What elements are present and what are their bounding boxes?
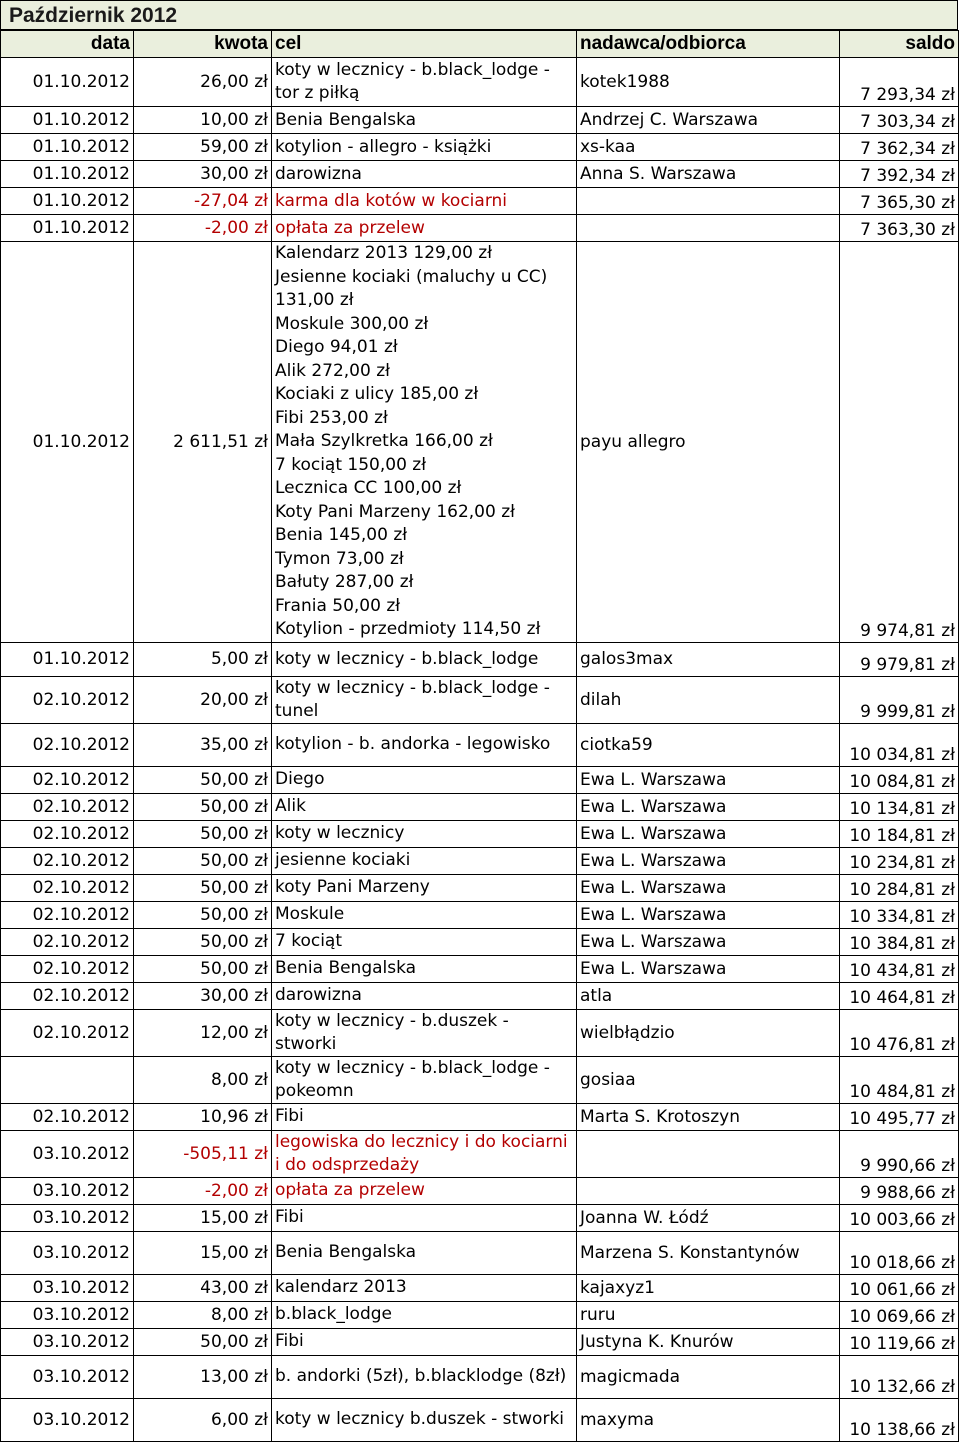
- balance-cell: 10 003,66 zł: [840, 1204, 959, 1231]
- table-row: [1, 1231, 959, 1274]
- amount-cell: 50,00 zł: [134, 928, 272, 955]
- amount-cell: 20,00 zł: [134, 676, 272, 723]
- purpose-cell: koty w lecznicy: [272, 820, 577, 847]
- party-cell: [577, 1177, 840, 1204]
- table-row: [1, 793, 959, 820]
- balance-cell: 10 132,66 zł: [840, 1355, 959, 1398]
- table-row: [1, 928, 959, 955]
- balance-cell: 10 034,81 zł: [840, 723, 959, 766]
- table-row: [1, 1398, 959, 1441]
- table-row: [1, 1056, 959, 1103]
- amount-cell: 10,96 zł: [134, 1103, 272, 1130]
- balance-cell: 10 464,81 zł: [840, 982, 959, 1009]
- purpose-cell: koty w lecznicy - b.black_lodge - tunel: [272, 676, 577, 723]
- purpose-cell: b.black_lodge: [272, 1301, 577, 1328]
- party-cell: Ewa L. Warszawa: [577, 793, 840, 820]
- table-row: [1, 107, 959, 134]
- purpose-cell: 7 kociąt: [272, 928, 577, 955]
- balance-cell: 9 979,81 zł: [840, 642, 959, 676]
- purpose-cell: jesienne kociaki: [272, 847, 577, 874]
- date-cell: 01.10.2012: [1, 215, 134, 242]
- purpose-cell: Benia Bengalska: [272, 107, 577, 134]
- party-cell: Ewa L. Warszawa: [577, 820, 840, 847]
- amount-cell: 50,00 zł: [134, 874, 272, 901]
- date-cell: 01.10.2012: [1, 188, 134, 215]
- table-row: [1, 215, 959, 242]
- amount-cell: 50,00 zł: [134, 847, 272, 874]
- party-cell: Justyna K. Knurów: [577, 1328, 840, 1355]
- amount-cell: 30,00 zł: [134, 982, 272, 1009]
- amount-cell: 50,00 zł: [134, 766, 272, 793]
- table-row: [1, 1009, 959, 1056]
- date-cell: 02.10.2012: [1, 928, 134, 955]
- table-row: [1, 955, 959, 982]
- amount-cell: 50,00 zł: [134, 955, 272, 982]
- amount-cell: 5,00 zł: [134, 642, 272, 676]
- amount-cell: 13,00 zł: [134, 1355, 272, 1398]
- date-cell: 01.10.2012: [1, 134, 134, 161]
- party-cell: Marta S. Krotoszyn: [577, 1103, 840, 1130]
- date-cell: 02.10.2012: [1, 874, 134, 901]
- date-cell: [1, 1056, 134, 1103]
- date-cell: 02.10.2012: [1, 766, 134, 793]
- table-body: [1, 58, 959, 1442]
- table-row: [1, 676, 959, 723]
- date-cell: 03.10.2012: [1, 1355, 134, 1398]
- party-cell: maxyma: [577, 1398, 840, 1441]
- purpose-cell: koty w lecznicy - b.black_lodge - tor z piłką: [272, 58, 577, 107]
- amount-cell: 6,00 zł: [134, 1398, 272, 1441]
- balance-cell: 10 084,81 zł: [840, 766, 959, 793]
- table-row: [1, 188, 959, 215]
- purpose-cell: opłata za przelew: [272, 215, 577, 242]
- party-cell: Ewa L. Warszawa: [577, 874, 840, 901]
- table-row: [1, 134, 959, 161]
- purpose-cell: darowizna: [272, 982, 577, 1009]
- balance-cell: 10 334,81 zł: [840, 901, 959, 928]
- party-cell: payu allegro: [577, 242, 840, 643]
- purpose-cell: opłata za przelew: [272, 1177, 577, 1204]
- table-row: [1, 847, 959, 874]
- table-row: [1, 1328, 959, 1355]
- table-row: [1, 723, 959, 766]
- date-cell: 03.10.2012: [1, 1328, 134, 1355]
- balance-cell: 7 363,30 zł: [840, 215, 959, 242]
- party-cell: wielbłądzio: [577, 1009, 840, 1056]
- table-row: [1, 1204, 959, 1231]
- balance-cell: 10 018,66 zł: [840, 1231, 959, 1274]
- balance-cell: 7 293,34 zł: [840, 58, 959, 107]
- date-cell: 02.10.2012: [1, 793, 134, 820]
- table-row: [1, 1103, 959, 1130]
- party-cell: galos3max: [577, 642, 840, 676]
- table-row: [1, 766, 959, 793]
- balance-cell: 10 184,81 zł: [840, 820, 959, 847]
- purpose-cell: koty w lecznicy - b.duszek - stworki: [272, 1009, 577, 1056]
- party-cell: xs-kaa: [577, 134, 840, 161]
- amount-cell: -27,04 zł: [134, 188, 272, 215]
- party-cell: Joanna W. Łódź: [577, 1204, 840, 1231]
- amount-cell: 50,00 zł: [134, 901, 272, 928]
- balance-cell: 10 119,66 zł: [840, 1328, 959, 1355]
- purpose-cell: Kalendarz 2013 129,00 zł Jesienne kociaki (maluchy u CC) 131,00 zł Moskule 300,00 zł Diego 94,01 zł Alik 272,00 zł Kociaki z ulicy 185,00 zł Fibi 253,00 zł Mała Szylkretka 166,00 zł 7 kociąt 150,00 zł Lecznica CC 100,00 zł Koty Pani Marzeny 162,00 zł Benia 145,00 zł Tymon 73,00 zł Bałuty 287,00 zł Frania 50,00 zł Kotylion - przedmioty 114,50 zł: [272, 242, 577, 643]
- header-balance: saldo: [840, 31, 959, 58]
- balance-cell: 10 484,81 zł: [840, 1056, 959, 1103]
- balance-cell: 10 138,66 zł: [840, 1398, 959, 1441]
- table-row: [1, 874, 959, 901]
- date-cell: 02.10.2012: [1, 901, 134, 928]
- table-row: [1, 1301, 959, 1328]
- party-cell: magicmada: [577, 1355, 840, 1398]
- table-row: [1, 820, 959, 847]
- balance-cell: 7 362,34 zł: [840, 134, 959, 161]
- balance-cell: 9 988,66 zł: [840, 1177, 959, 1204]
- amount-cell: 50,00 zł: [134, 1328, 272, 1355]
- purpose-cell: Fibi: [272, 1204, 577, 1231]
- table-row: [1, 901, 959, 928]
- date-cell: 01.10.2012: [1, 161, 134, 188]
- party-cell: Ewa L. Warszawa: [577, 847, 840, 874]
- balance-cell: 10 476,81 zł: [840, 1009, 959, 1056]
- party-cell: Ewa L. Warszawa: [577, 955, 840, 982]
- balance-cell: 9 990,66 zł: [840, 1130, 959, 1177]
- amount-cell: 8,00 zł: [134, 1301, 272, 1328]
- purpose-cell: koty w lecznicy - b.black_lodge - pokeomn: [272, 1056, 577, 1103]
- purpose-cell: b. andorki (5zł), b.blacklodge (8zł): [272, 1355, 577, 1398]
- purpose-cell: kotylion - b. andorka - legowisko: [272, 723, 577, 766]
- balance-cell: 10 495,77 zł: [840, 1103, 959, 1130]
- header-amount: kwota: [134, 31, 272, 58]
- balance-cell: 10 069,66 zł: [840, 1301, 959, 1328]
- amount-cell: 35,00 zł: [134, 723, 272, 766]
- header-row: [1, 31, 959, 58]
- purpose-cell: kalendarz 2013: [272, 1274, 577, 1301]
- balance-cell: 7 303,34 zł: [840, 107, 959, 134]
- amount-cell: 43,00 zł: [134, 1274, 272, 1301]
- amount-cell: 12,00 zł: [134, 1009, 272, 1056]
- party-cell: [577, 215, 840, 242]
- amount-cell: 15,00 zł: [134, 1231, 272, 1274]
- balance-cell: 10 384,81 zł: [840, 928, 959, 955]
- table-row: [1, 982, 959, 1009]
- purpose-cell: Alik: [272, 793, 577, 820]
- table-row: [1, 58, 959, 107]
- date-cell: 03.10.2012: [1, 1130, 134, 1177]
- amount-cell: 26,00 zł: [134, 58, 272, 107]
- date-cell: 01.10.2012: [1, 642, 134, 676]
- party-cell: Ewa L. Warszawa: [577, 928, 840, 955]
- date-cell: 01.10.2012: [1, 242, 134, 643]
- party-cell: Andrzej C. Warszawa: [577, 107, 840, 134]
- purpose-cell: karma dla kotów w kociarni: [272, 188, 577, 215]
- purpose-cell: koty Pani Marzeny: [272, 874, 577, 901]
- purpose-cell: Diego: [272, 766, 577, 793]
- date-cell: 01.10.2012: [1, 58, 134, 107]
- purpose-cell: Benia Bengalska: [272, 1231, 577, 1274]
- balance-cell: 10 061,66 zł: [840, 1274, 959, 1301]
- balance-cell: 10 434,81 zł: [840, 955, 959, 982]
- date-cell: 03.10.2012: [1, 1177, 134, 1204]
- amount-cell: 30,00 zł: [134, 161, 272, 188]
- date-cell: 03.10.2012: [1, 1231, 134, 1274]
- amount-cell: 50,00 zł: [134, 820, 272, 847]
- purpose-cell: darowizna: [272, 161, 577, 188]
- party-cell: kotek1988: [577, 58, 840, 107]
- table-row: [1, 1177, 959, 1204]
- purpose-cell: koty w lecznicy b.duszek - stworki: [272, 1398, 577, 1441]
- amount-cell: -505,11 zł: [134, 1130, 272, 1177]
- party-cell: Ewa L. Warszawa: [577, 766, 840, 793]
- balance-cell: 10 284,81 zł: [840, 874, 959, 901]
- date-cell: 02.10.2012: [1, 723, 134, 766]
- purpose-cell: Fibi: [272, 1103, 577, 1130]
- balance-cell: 10 134,81 zł: [840, 793, 959, 820]
- party-cell: Marzena S. Konstantynów: [577, 1231, 840, 1274]
- header-party: nadawca/odbiorca: [577, 31, 840, 58]
- table-row: [1, 242, 959, 643]
- date-cell: 03.10.2012: [1, 1274, 134, 1301]
- table-row: [1, 642, 959, 676]
- date-cell: 02.10.2012: [1, 1103, 134, 1130]
- table-row: [1, 161, 959, 188]
- purpose-cell: Benia Bengalska: [272, 955, 577, 982]
- amount-cell: -2,00 zł: [134, 215, 272, 242]
- header-date: data: [1, 31, 134, 58]
- date-cell: 01.10.2012: [1, 107, 134, 134]
- purpose-cell: Fibi: [272, 1328, 577, 1355]
- balance-cell: 9 999,81 zł: [840, 676, 959, 723]
- party-cell: dilah: [577, 676, 840, 723]
- party-cell: ciotka59: [577, 723, 840, 766]
- date-cell: 02.10.2012: [1, 820, 134, 847]
- party-cell: [577, 1130, 840, 1177]
- table-row: [1, 1355, 959, 1398]
- purpose-cell: Moskule: [272, 901, 577, 928]
- sheet-title: Październik 2012: [0, 0, 958, 30]
- date-cell: 02.10.2012: [1, 982, 134, 1009]
- balance-cell: 10 234,81 zł: [840, 847, 959, 874]
- balance-cell: 7 392,34 zł: [840, 161, 959, 188]
- amount-cell: 10,00 zł: [134, 107, 272, 134]
- header-purpose: cel: [272, 31, 577, 58]
- party-cell: gosiaa: [577, 1056, 840, 1103]
- amount-cell: -2,00 zł: [134, 1177, 272, 1204]
- amount-cell: 15,00 zł: [134, 1204, 272, 1231]
- party-cell: kajaxyz1: [577, 1274, 840, 1301]
- party-cell: [577, 188, 840, 215]
- date-cell: 03.10.2012: [1, 1204, 134, 1231]
- purpose-cell: koty w lecznicy - b.black_lodge: [272, 642, 577, 676]
- balance-cell: 7 365,30 zł: [840, 188, 959, 215]
- amount-cell: 59,00 zł: [134, 134, 272, 161]
- amount-cell: 2 611,51 zł: [134, 242, 272, 643]
- amount-cell: 50,00 zł: [134, 793, 272, 820]
- transactions-table: [0, 30, 959, 1442]
- date-cell: 03.10.2012: [1, 1301, 134, 1328]
- party-cell: Ewa L. Warszawa: [577, 901, 840, 928]
- table-row: [1, 1274, 959, 1301]
- date-cell: 02.10.2012: [1, 676, 134, 723]
- party-cell: atla: [577, 982, 840, 1009]
- party-cell: Anna S. Warszawa: [577, 161, 840, 188]
- date-cell: 02.10.2012: [1, 847, 134, 874]
- party-cell: ruru: [577, 1301, 840, 1328]
- purpose-cell: legowiska do lecznicy i do kociarni i do odsprzedaży: [272, 1130, 577, 1177]
- date-cell: 02.10.2012: [1, 955, 134, 982]
- amount-cell: 8,00 zł: [134, 1056, 272, 1103]
- purpose-cell: kotylion - allegro - książki: [272, 134, 577, 161]
- date-cell: 02.10.2012: [1, 1009, 134, 1056]
- table-row: [1, 1130, 959, 1177]
- balance-cell: 9 974,81 zł: [840, 242, 959, 643]
- date-cell: 03.10.2012: [1, 1398, 134, 1441]
